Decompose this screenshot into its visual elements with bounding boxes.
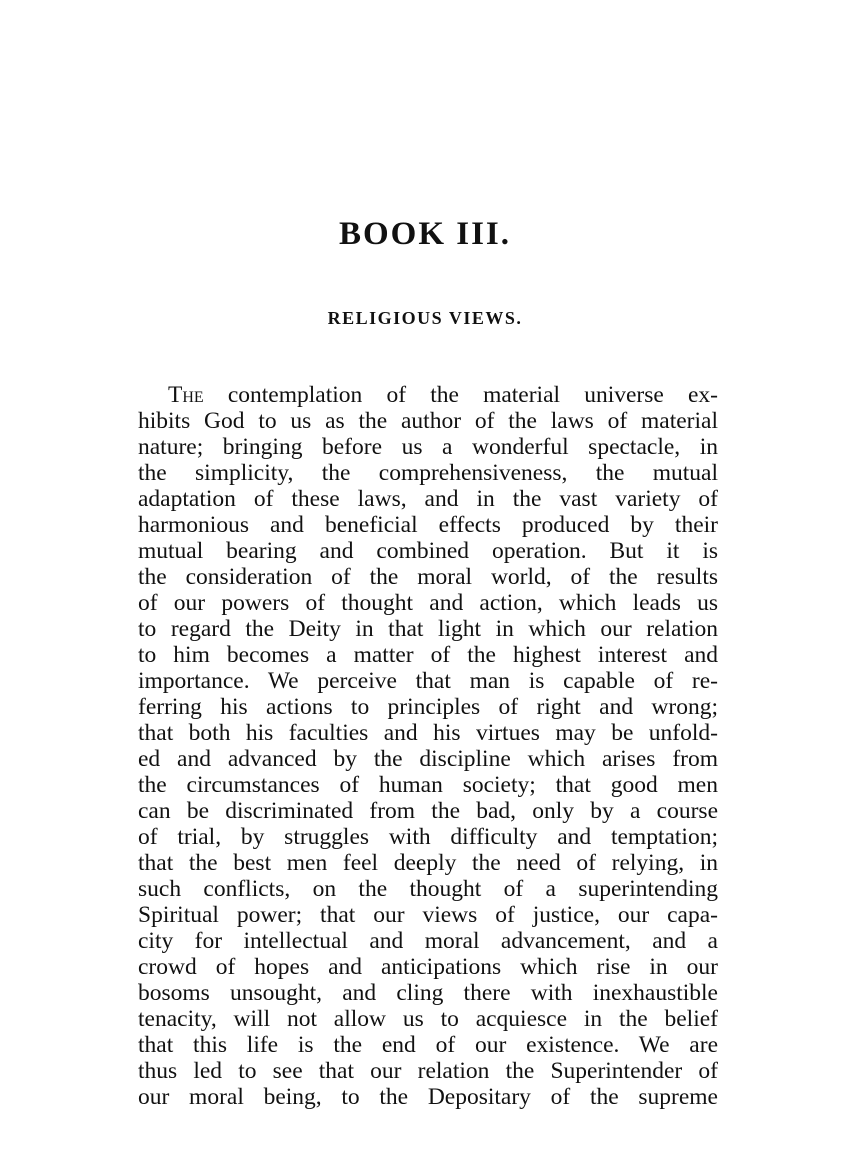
text-line (138, 382, 718, 408)
text-line: the simplicity, the comprehensiveness, the mutual (138, 460, 718, 486)
text-line: Spiritual power; that our views of justice, our capa- (138, 902, 718, 928)
text-line: adaptation of these laws, and in the vast variety of (138, 486, 718, 512)
text-line: thus led to see that our relation the Superintender of (138, 1058, 718, 1084)
body-paragraph (138, 382, 718, 1110)
text-line: that both his faculties and his virtues may be unfold- (138, 720, 718, 746)
text-line: the circumstances of human society; that good men (138, 772, 718, 798)
section-title: RELIGIOUS VIEWS. (327, 308, 523, 328)
text-line: tenacity, will not allow us to acquiesce in the belief (138, 1006, 718, 1032)
text-line: harmonious and beneficial effects produced by their (138, 512, 718, 538)
text-line-content: contemplation of the material universe ex- (203, 382, 718, 408)
text-line: city for intellectual and moral advancement, and a (138, 928, 718, 954)
text-line: such conflicts, on the thought of a superintending (138, 876, 718, 902)
text-line: ed and advanced by the discipline which arises from (138, 746, 718, 772)
text-line: crowd of hopes and anticipations which rise in our (138, 954, 718, 980)
text-line: importance. We perceive that man is capable of re- (138, 668, 718, 694)
first-word: The (168, 382, 204, 408)
text-line: bosoms unsought, and cling there with inexhaustible (138, 980, 718, 1006)
text-line: our moral being, to the Depositary of the supreme (138, 1084, 718, 1110)
text-line: mutual bearing and combined operation. But it is (138, 538, 718, 564)
text-line: can be discriminated from the bad, only by a course (138, 798, 718, 824)
text-line: that this life is the end of our existence. We are (138, 1032, 718, 1058)
text-line: of our powers of thought and action, which leads us (138, 590, 718, 616)
book-title: BOOK III. (338, 216, 512, 252)
text-line: of trial, by struggles with difficulty and temptation; (138, 824, 718, 850)
text-line: the consideration of the moral world, of the results (138, 564, 718, 590)
text-line: nature; bringing before us a wonderful spectacle, in (138, 434, 718, 460)
text-line: ferring his actions to principles of right and wrong; (138, 694, 718, 720)
text-line: to regard the Deity in that light in which our relation (138, 616, 718, 642)
text-line: hibits God to us as the author of the laws of material (138, 408, 718, 434)
text-line: to him becomes a matter of the highest interest and (138, 642, 718, 668)
text-line: that the best men feel deeply the need of relying, in (138, 850, 718, 876)
